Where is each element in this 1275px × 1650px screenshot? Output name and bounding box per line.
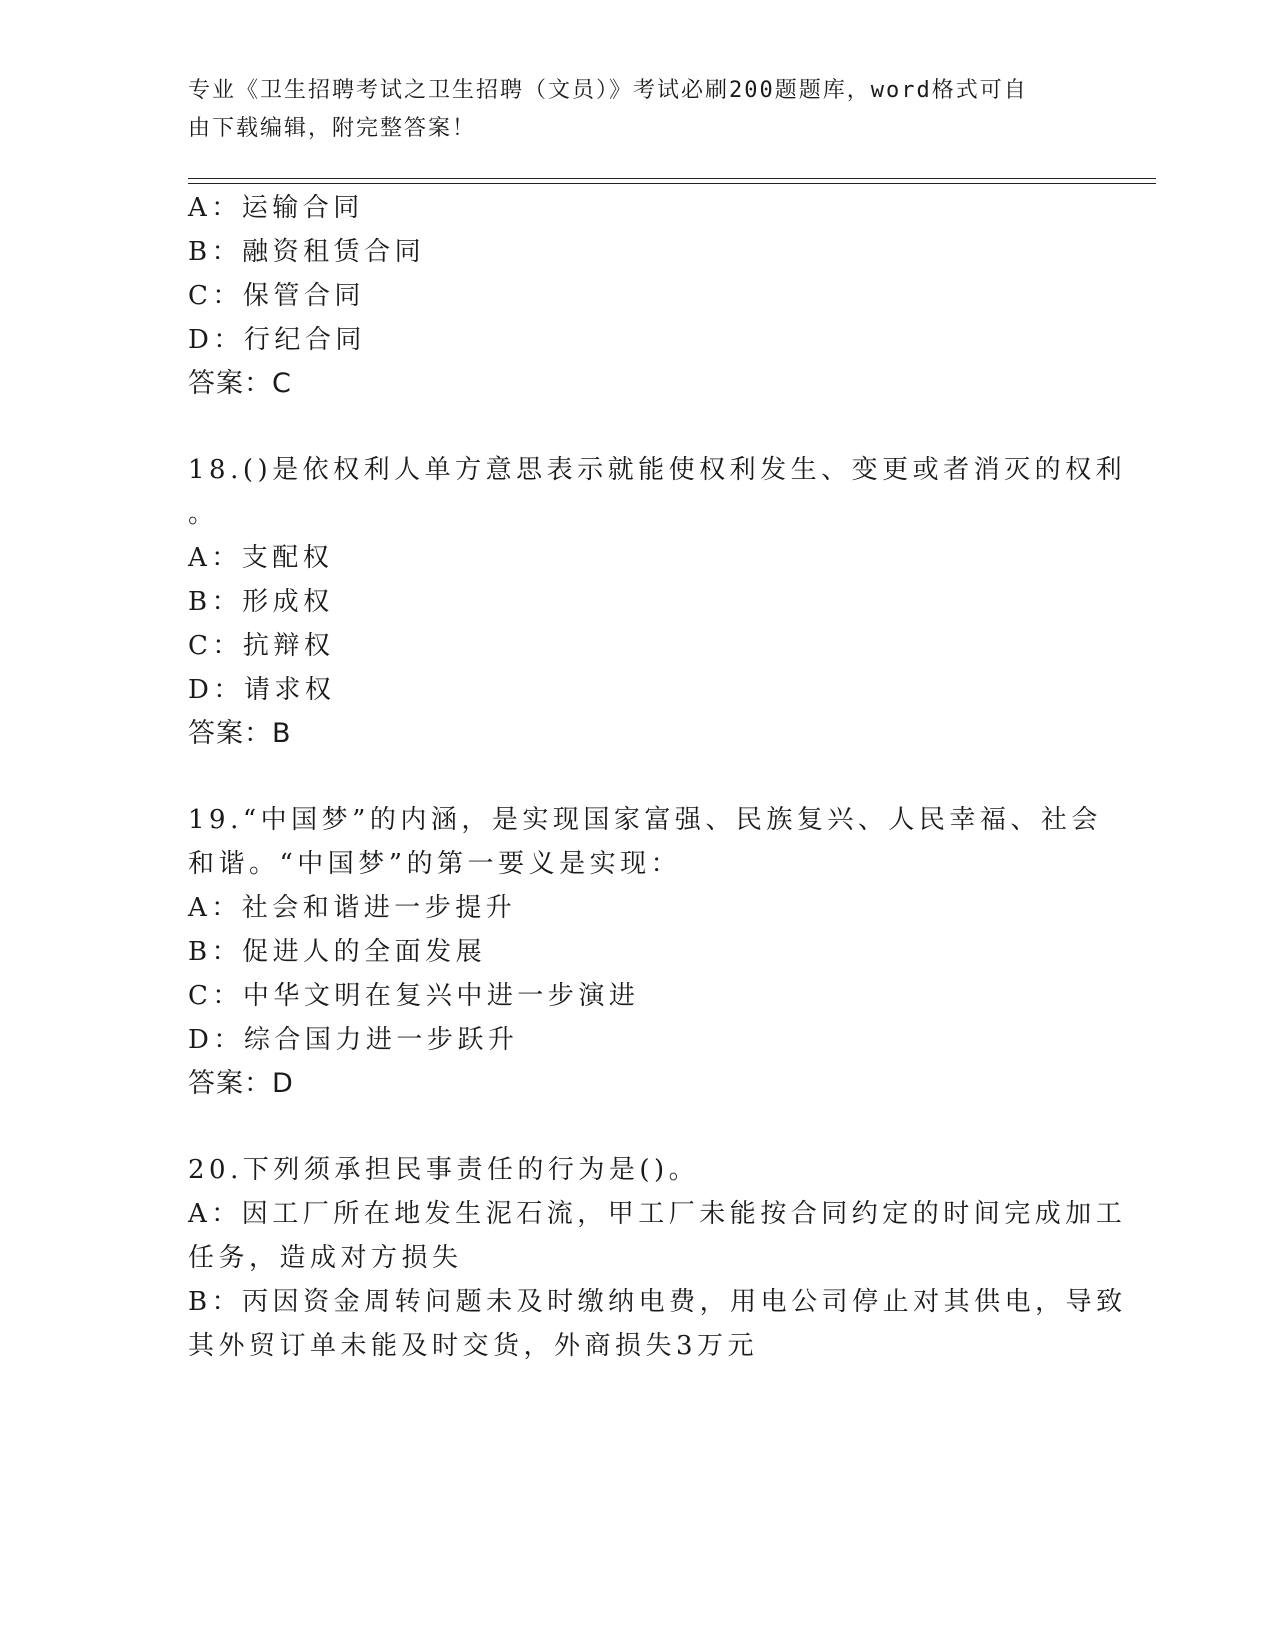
q19-option-a: A：社会和谐进一步提升: [188, 893, 517, 923]
q20-option-b-line-1: B：丙因资金周转问题未及时缴纳电费，用电公司停止对其供电，导致: [188, 1287, 1127, 1317]
q18-stem-line-2: 。: [188, 499, 219, 529]
q19-option-b: B：促进人的全面发展: [188, 937, 487, 967]
q17-option-d: D：行纪合同: [188, 325, 366, 355]
q18-answer: 答案：B: [188, 718, 292, 749]
q17-answer: 答案：C: [188, 368, 292, 399]
q17-option-c: C：保管合同: [188, 281, 365, 311]
q19-answer: 答案：D: [188, 1068, 294, 1099]
q19-option-c: C：中华文明在复兴中进一步演进: [188, 981, 640, 1011]
q20-option-b-line-2: 其外贸订单未能及时交货，外商损失3万元: [188, 1331, 759, 1361]
q18-option-c: C：抗辩权: [188, 631, 335, 661]
header-rule-top: [188, 178, 1156, 179]
page-header: [188, 72, 1088, 148]
q18-option-d: D：请求权: [188, 675, 336, 705]
header-line-2: 由下载编辑，附完整答案！: [188, 116, 477, 141]
q19-stem-line-1: 19.“中国梦”的内涵，是实现国家富强、民族复兴、人民幸福、社会: [188, 805, 1102, 835]
q18-stem-line-1: 18.()是依权利人单方意思表示就能使权利发生、变更或者消灭的权利: [188, 455, 1127, 485]
header-rule-bottom: [188, 183, 1156, 184]
q17-option-b: B：融资租赁合同: [188, 237, 426, 267]
q18-option-a: A：支配权: [188, 543, 334, 573]
header-line-1: 专业《卫生招聘考试之卫生招聘（文员）》考试必刷200题题库，word格式可自: [188, 78, 1028, 103]
q19-option-d: D：综合国力进一步跃升: [188, 1025, 519, 1055]
q17-option-a: A：运输合同: [188, 193, 364, 223]
q18-option-b: B：形成权: [188, 587, 334, 617]
q20-stem: 20.下列须承担民事责任的行为是()。: [188, 1155, 700, 1185]
q20-option-a-line-1: A：因工厂所在地发生泥石流，甲工厂未能按合同约定的时间完成加工: [188, 1199, 1127, 1229]
q19-stem-line-2: 和谐。“中国梦”的第一要义是实现：: [188, 849, 682, 879]
q20-option-a-line-2: 任务，造成对方损失: [188, 1243, 463, 1273]
